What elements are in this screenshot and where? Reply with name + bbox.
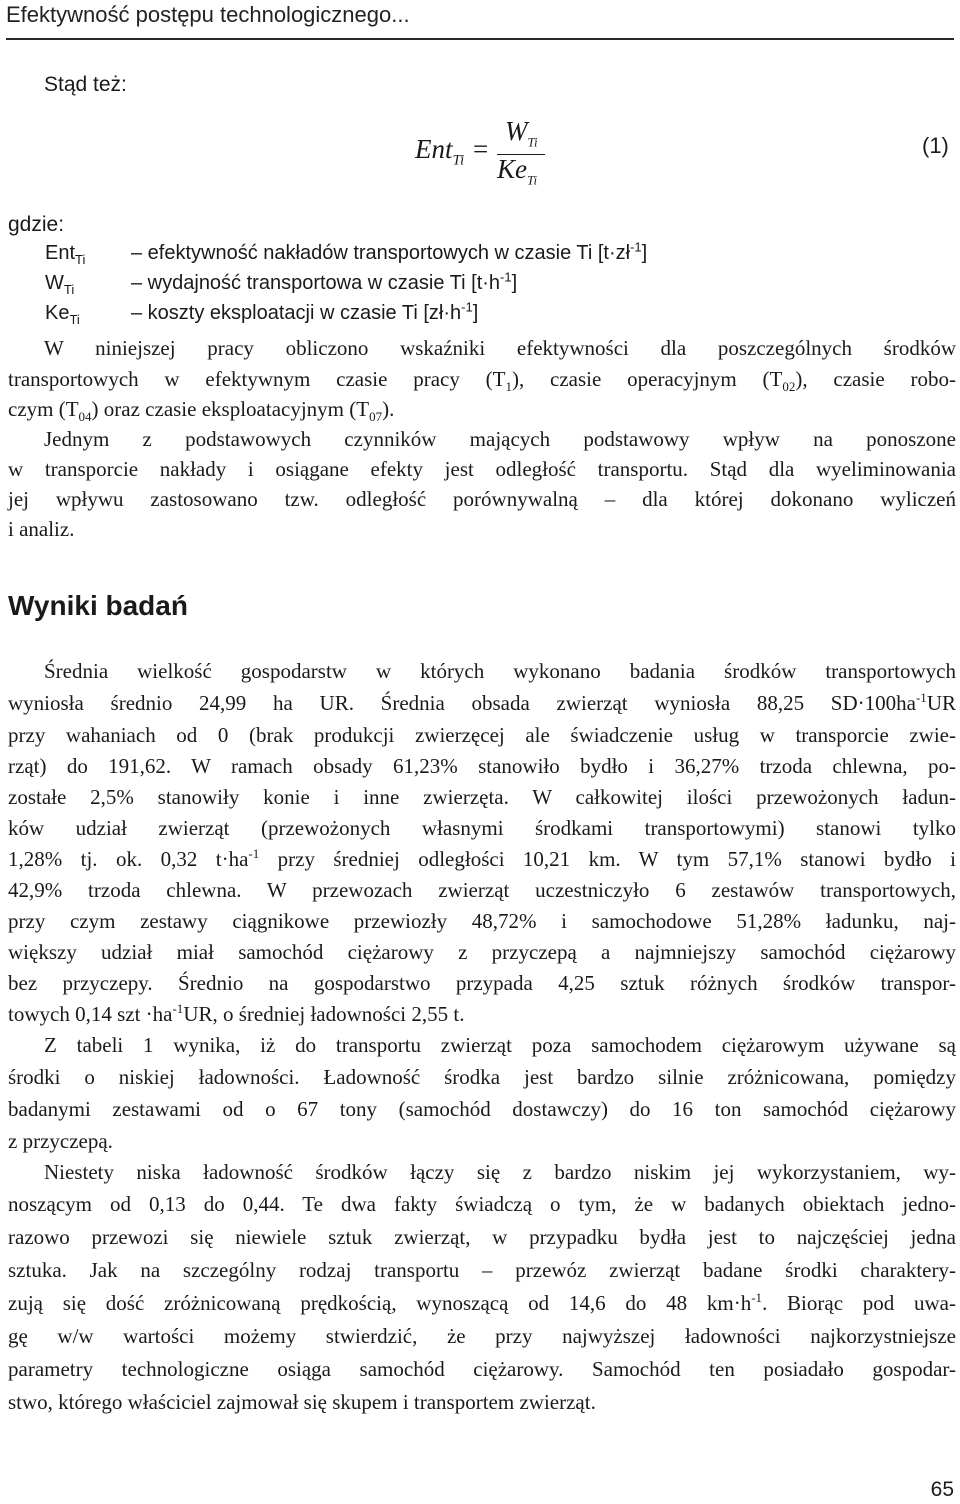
paragraph-line: ków udział zwierząt (przewożonych własnymi środkami transportowymi) stanowi tylko (8, 816, 956, 840)
where-label: gdzie: (8, 213, 65, 236)
paragraph-line: w transporcie nakłady i osiągane efekty jest odległość transportu. Stąd dla wyeliminowania (8, 457, 956, 481)
paragraph-line: Z tabeli 1 wynika, iż do transportu zwierząt poza samochodem ciężarowym używane są (44, 1033, 956, 1057)
paragraph-line: jej wpływu zastosowano tzw. odległość porównywalną – dla której dokonano wyliczeń (8, 487, 956, 511)
paragraph-line: 1,28% tj. ok. 0,32 $t\cdot ha^{-1}$ przy średniej odległości 10,21 km. W tym 57,1% stanowi bydło i (8, 846, 956, 871)
paragraph-line: z przyczepą. (8, 1129, 113, 1153)
definition-symbol: $Ke_{Ti}$ (45, 302, 80, 327)
paragraph-line: razowo przewozi się niewiele sztuk zwierząt, w przypadku bydła jest to najczęściej jedna (8, 1225, 956, 1249)
definition-row (45, 269, 805, 302)
definition-row (45, 299, 805, 332)
paragraph-line: bez przyczepy. Średnio na gospodarstwo przypada 4,25 sztuk różnych środków transpor- (8, 971, 956, 995)
equation-number: (1) (922, 133, 949, 158)
definition-row (45, 239, 805, 272)
paragraph-line: gę w/w wartości możemy stwierdzić, że przy najwyższej ładowności najkorzystniejsze (8, 1324, 956, 1348)
paragraph-line: zostałe 2,5% stanowiły konie i inne zwierzęta. W całkowitej ilości przewożonych ładun- (8, 785, 956, 809)
paragraph-line: większy udział miał samochód ciężarowy z przyczepą a najmniejszy samochód ciężarowy (8, 940, 956, 964)
paragraph-line: badanymi zestawami od o 67 tony (samochód dostawczy) do 16 ton samochód ciężarowy (8, 1097, 956, 1121)
section-heading: Wyniki badań (8, 590, 188, 621)
page-number: 65 (930, 1478, 954, 1501)
paragraph-line: przy czym zestawy ciągnikowe przewiozły 48,72% i samochodowe 51,28% ładunku, naj- (8, 909, 956, 933)
paragraph-line: transportowych w efektywnym czasie pracy $(T_1)$, czasie operacyjnym $(T_{02})$, czasie robo- (8, 367, 956, 395)
definition-symbol: $W_{Ti}$ (45, 272, 75, 297)
equation-denominator: $Ke_{Ti}$ (497, 154, 538, 188)
paragraph-line: przy wahaniach od 0 (brak produkcji zwierzęcej ale świadczenie usług w transporcie zwie- (8, 723, 956, 747)
paragraph-line: sztuka. Jak na szczególny rodzaj transportu – przewóz zwierząt badane środki charaktery- (8, 1258, 956, 1282)
equation-numerator: $W_{Ti}$ (505, 116, 538, 150)
equation-1 (400, 116, 600, 196)
paragraph-line: stwo, którego właściciel zajmował się skupem i transportem zwierząt. (8, 1390, 596, 1414)
paragraph-line: środki o niskiej ładowności. Ładowność środka jest bardzo silnie zróżnicowana, pomiędzy (8, 1065, 956, 1089)
paragraph-line: Niestety niska ładowność środków łączy się z bardzo niskim jej wykorzystaniem, wy- (44, 1160, 956, 1184)
equation-equals: = (473, 134, 489, 164)
definition-symbol: Ent$_{Ti}$ (45, 242, 86, 267)
paragraph-line: parametry technologiczne osiąga samochód ciężarowy. Samochód ten posiadało gospodar- (8, 1357, 956, 1381)
running-header-title: Efektywność postępu technologicznego... (6, 2, 410, 27)
paragraph-line: Jednym z podstawowych czynników mających podstawowy wpływ na ponoszone (44, 427, 956, 451)
paragraph-line: zują się dość zróżnicowaną prędkością, wynoszącą od 14,6 do 48 $km\cdot h^{-1}$. Biorąc pod uwa- (8, 1290, 956, 1315)
paragraph-line: noszącym od 0,13 do 0,44. Te dwa fakty świadczą o tym, że w badanych obiektach jedno- (8, 1192, 956, 1216)
paragraph-line: wyniosła średnio 24,99 ha UR. Średnia obsada zwierząt wyniosła 88,25 $SD\cdot 100ha^{-1}UR$ (8, 690, 956, 715)
intro-text: Stąd też: (44, 73, 127, 96)
running-header (6, 0, 954, 40)
paragraph-line: towych 0,14 szt $\cdot ha^{-1}UR$, o średniej ładowności 2,55 t. (8, 1001, 465, 1026)
paragraph-line: rząt) do 191,62. W ramach obsady 61,23% stanowiło bydło i 36,27% trzoda chlewna, po- (8, 754, 956, 778)
paragraph-line: W niniejszej pracy obliczono wskaźniki efektywności dla poszczególnych środków (44, 336, 956, 360)
definition-text: – efektywność nakładów transportowych w czasie Ti $[t\cdot zł^{-1}]$ (131, 239, 648, 264)
paragraph-line: Średnia wielkość gospodarstw w których wykonano badania środków transportowych (44, 659, 956, 683)
paragraph-line: czym $(T_{04})$ oraz czasie eksploatacyjnym $(T_{07})$. (8, 397, 395, 425)
equation-lhs: Ent$_{Ti}$ (415, 134, 465, 169)
definition-text: – wydajność transportowa w czasie Ti $[t\cdot h^{-1}]$ (131, 269, 518, 294)
definition-text: – koszty eksploatacji w czasie Ti $[zł\cdot h^{-1}]$ (131, 299, 479, 324)
paragraph-line: 42,9% trzoda chlewna. W przewozach zwierząt uczestniczyło 6 zestawów transportowych, (8, 878, 956, 902)
paragraph-line: i analiz. (8, 517, 75, 541)
